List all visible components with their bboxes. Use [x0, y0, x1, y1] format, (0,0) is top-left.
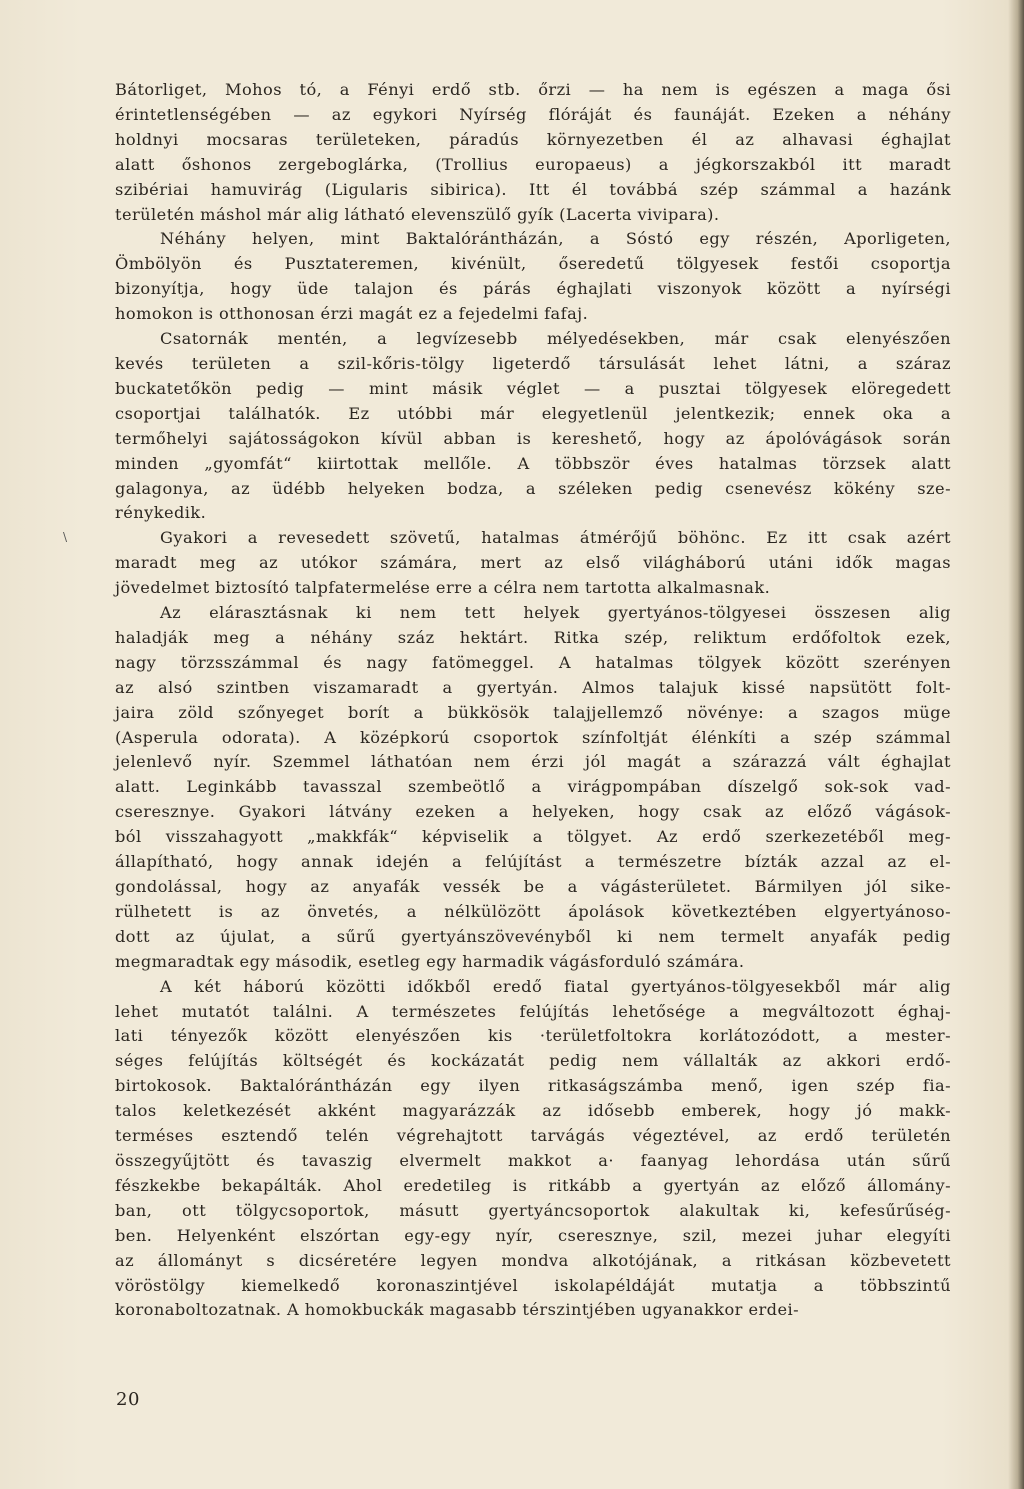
- paragraph: [115, 975, 951, 1324]
- margin-mark: \: [63, 530, 68, 544]
- text-line: termőhelyi sajátosságokon kívül abban is kereshető, hogy az ápolóvágások során: [115, 428, 951, 448]
- text-line: lehet mutatót találni. A természetes felújítás lehetősége a megváltozott éghaj-: [115, 1001, 951, 1021]
- text-line: jaira zöld szőnyeget borít a bükkösök talajjellemző növénye: a szagos müge: [115, 702, 951, 722]
- text-line: talos keletkezését akként magyarázzák az idősebb emberek, hogy jó makk-: [115, 1101, 951, 1121]
- text-line: termésеs esztendő telén végrehajtott tarvágás végeztével, az erdő területén: [115, 1126, 951, 1146]
- text-line: koronaboltozatnak. A homokbuckák magasabb térszintjében ugyanakkor erdei-: [115, 1300, 800, 1320]
- text-line: területén máshol már alig látható elevenszülő gyík (Lacerta vivipara).: [115, 204, 720, 224]
- text-line: gondolással, hogy az anyafák vessék be a vágásterületet. Bármilyen jól sike-: [115, 877, 951, 896]
- text-line: Bátorliget, Mohos tó, a Fényi erdő stb. őrzi — ha nem is egészen a maga ősi: [115, 80, 951, 99]
- text-line: dott az újulat, a sűrű gyertyánszövevényből ki nem termelt anyafák pedig: [115, 926, 951, 946]
- text-line: megmaradtak egy második, esetleg egy harmadik vágásforduló számára.: [115, 951, 745, 971]
- text-line: ból visszahagyott „makkfák“ képviselik a tölgyet. Az erdő szerkezetéből meg-: [115, 827, 951, 847]
- text-line: holdnyi mocsaras területeken, páradús környezetben él az alhavasi éghajlat: [115, 129, 951, 149]
- text-line: kevés területen a szil-kőris-tölgy ligeterdő társulását lehet látni, a száraz: [115, 353, 951, 373]
- text-line: Néhány helyen, mint Baktalórántházán, a Sóstó egy részén, Aporligeten,: [160, 229, 951, 249]
- text-line: alatt őshonos zergeboglárka, (Trollius europaeus) a jégkorszakból itt maradt: [115, 154, 951, 174]
- text-line: Gyakori a revesedett szövetű, hatalmas átmérőjű böhönc. Ez itt csak azért: [160, 528, 951, 548]
- text-line: A két háború közötti időkből eredő fiatal gyertyános-tölgyesekből már alig: [160, 976, 951, 996]
- text-line: fészkekbe bekapálták. Ahol eredetileg is ritkább a gyertyán az előző állomány-: [115, 1175, 951, 1195]
- text-line: szibériai hamuvirág (Ligularis sibirica). Itt él továbbá szép számmal a hazánk: [115, 179, 951, 199]
- page-edge-shadow: [1008, 0, 1024, 1489]
- text-line: rülhetett is az önvetés, a nélkülözött ápolások következtében elgyertyánoso-: [115, 901, 951, 921]
- text-line: Ömbölyön és Pusztateremen, kivénült, őseredetű tölgyesek festői csoportja: [115, 254, 951, 274]
- text-line: rénykedik.: [115, 503, 207, 523]
- text-line: nagy törzsszámmal és nagy fatömeggel. A hatalmas tölgyek között szerényen: [115, 652, 951, 672]
- text-line: birtokosok. Baktalórántházán egy ilyen ritkaságszámba menő, igen szép fia-: [115, 1076, 951, 1096]
- text-line: összegyűjtött és tavaszig elvermelt makkot a· faanyag lehordása után sűrű: [115, 1150, 951, 1170]
- text-line: az állományt s dicséretére legyen mondva alkotójának, a ritkásan közbevetett: [115, 1250, 951, 1270]
- text-line: (Asperula odorata). A középkorú csoportok színfoltját élénkíti a szép számmal: [115, 727, 951, 747]
- text-line: séges felújítás költségét és kockázatát pedig nem vállalták az akkori erdő-: [115, 1051, 951, 1071]
- paragraph: [115, 78, 951, 227]
- text-line: lati tényezők között elenyészően kis ·területfoltokra korlátozódott, a mester-: [115, 1026, 951, 1046]
- text-line: állapítható, hogy annak idején a felújítást a természetre bízták azzal az el-: [115, 852, 951, 872]
- text-line: jelenlevő nyír. Szemmel láthatóan nem érzi jól magát a szárazzá vált éghajlat: [115, 752, 951, 772]
- text-line: cseresznye. Gyakori látvány ezeken a helyeken, hogy csak az előző vágások-: [115, 802, 951, 822]
- page-number: 20: [116, 1389, 140, 1410]
- text-line: homokon is otthonosan érzi magát ez a fejedelmi fafaj.: [115, 304, 589, 324]
- text-line: haladják meg a néhány száz hektárt. Ritka szép, reliktum erdőfoltok ezek,: [115, 627, 951, 647]
- text-line: csoportjai találhatók. Ez utóbbi már elegyetlenül jelentkezik; ennek oka a: [115, 403, 951, 423]
- body-text: [115, 78, 951, 1323]
- text-line: ban, ott tölgycsoportok, másutt gyertyáncsoportok alakultak ki, kefesűrűség-: [115, 1200, 951, 1220]
- paragraph: [115, 601, 951, 975]
- text-line: Az elárasztásnak ki nem tett helyek gyertyános-tölgyesei összesen alig: [160, 603, 951, 623]
- text-line: bizonyítja, hogy üde talajon és párás éghajlati viszonyok között a nyírségi: [115, 279, 951, 299]
- text-line: alatt. Leginkább tavasszal szembeötlő a virágpompában díszelgő sok-sok vad-: [115, 777, 951, 797]
- text-line: galagonya, az üdébb helyeken bodza, a széleken pedig csenevész kökény sze-: [115, 478, 951, 498]
- text-line: érintetlenségében — az egykori Nyírség flóráját és faunáját. Ezeken a néhány: [115, 104, 951, 124]
- paragraph: [115, 227, 951, 327]
- paragraph: [115, 327, 951, 526]
- text-line: vöröstölgy kiemelkedő koronaszintjével iskolapéldáját mutatja a többszintű: [115, 1275, 951, 1295]
- text-line: buckatetőkön pedig — mint másik véglet — a pusztai tölgyesek elöregedett: [115, 378, 951, 398]
- text-line: maradt meg az utókor számára, mert az első világháború utáni idők magas: [115, 553, 951, 573]
- text-line: Csatornák mentén, a legvízesebb mélyedésekben, már csak elenyészően: [160, 329, 951, 349]
- text-line: minden „gyomfát“ kiirtottak mellőle. A többször éves hatalmas törzsek alatt: [115, 453, 951, 473]
- text-line: az alsó szintben viszamaradt a gyertyán. Almos talajuk kissé napsütött folt-: [115, 677, 951, 697]
- paragraph: [115, 526, 951, 601]
- text-line: jövedelmet biztosító talpfatermelése erre a célra nem tartotta alkalmasnak.: [115, 578, 771, 598]
- text-line: ben. Helyenként elszórtan egy-egy nyír, cseresznye, szil, mezei juhar elegyíti: [115, 1225, 951, 1245]
